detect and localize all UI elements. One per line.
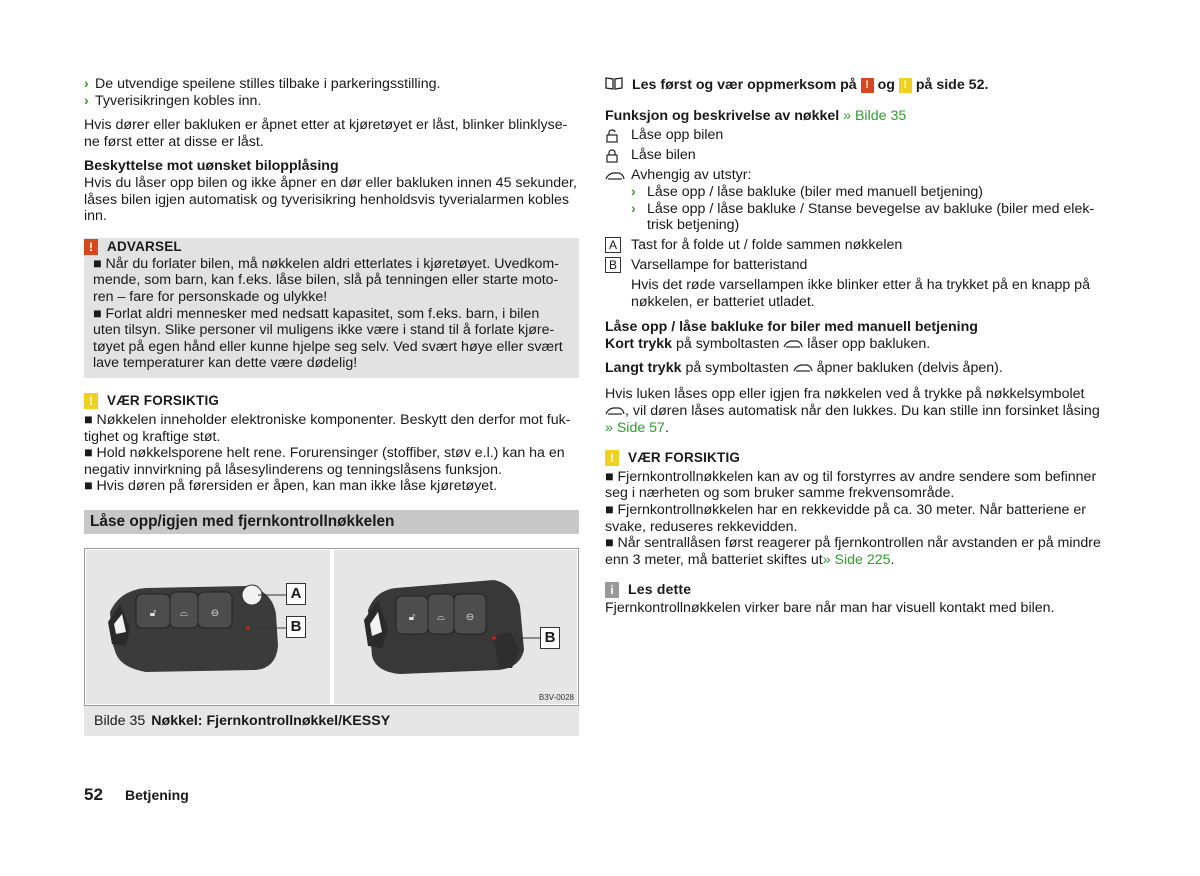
- caution-title: VÆR FORSIKTIG: [107, 393, 220, 409]
- key-image-panel-kessy: [334, 550, 577, 704]
- svg-text:🔓︎: 🔓︎: [408, 611, 416, 623]
- page-link[interactable]: » Side 225: [822, 551, 891, 568]
- list-item: › Tyverisikringen kobles inn.: [84, 92, 262, 109]
- caution-item: ■ Når sentrallåsen først reagerer på fjernkontrollen når avstanden er på mindre enn 3 meter, må batteriet skiftes ut» Side 225.: [605, 535, 1101, 568]
- key-image-panel: [86, 550, 330, 704]
- warning-item: ■ Når du forlater bilen, må nøkkelen aldri etterlates i kjøretøyet. Uvedkom-mende, som barn, kan f.eks. låse bilen, slå på tenningen eller starte moto-ren – fare for personskade og ulykke!: [93, 255, 559, 305]
- info-text: Fjernkontrollnøkkelen virker bare når man har visuell kontakt med bilen.: [605, 600, 1055, 617]
- sub-list: [605, 184, 1102, 234]
- read-first-note: Les først og vær oppmerksom på ! og ! på side 52.: [605, 76, 1102, 95]
- short-press-text: Kort trykk på symboltasten låser opp bakluken.: [605, 335, 931, 352]
- caution-box: [605, 450, 1102, 569]
- long-press-text: Langt trykk på symboltasten åpner bakluken (delvis åpen).: [605, 360, 1003, 377]
- caution-item: ■ Nøkkelen inneholder elektroniske komponenter. Beskytt den derfor mot fuk-tighet og kraftige støt.: [84, 411, 571, 445]
- caution-icon: !: [84, 393, 98, 409]
- label-box-a: A: [605, 237, 621, 253]
- paragraph: Hvis luken låses opp eller igjen fra nøkkelen ved å trykke på nøkkelsymbolet , vil døren låses automatisk når den lukkes. Du kan stille inn forsinket låsing » Side 57.: [605, 385, 1100, 437]
- figure-link[interactable]: » Bilde 35: [843, 107, 907, 124]
- sub-list-item: › Låse opp / låse bakluke (biler med manuell betjening): [631, 184, 983, 201]
- item-b-description: Hvis det røde varsellampen ikke blinker etter å ha trykket på en knapp på nøkkelen, er batteriet utladet.: [631, 276, 1090, 310]
- label-b: B: [286, 616, 306, 638]
- caption-text: Nøkkel: Fjernkontrollnøkkel/KESSY: [151, 712, 391, 729]
- warning-icon: !: [84, 239, 98, 255]
- warning-item: ■ Forlat aldri mennesker med nedsatt kapasitet, som f.eks. barn, i bilen uten tilsyn. Slike personer vil muligens ikke være i stand til å forlate kjøre-tøyet på egen hånd eller kunne hjelpe seg selv. Ved svært høye eller svært lave temperaturer kan dette være dødelig!: [93, 305, 563, 372]
- caution-ref-icon: !: [899, 78, 912, 93]
- caution-item: ■ Fjernkontrollnøkkelen har en rekkevidde på ca. 30 meter. Når batteriene er svake, reduseres rekkevidden.: [605, 501, 1086, 535]
- car-trunk-icon: [605, 404, 625, 421]
- caution-item: ■ Hvis døren på førersiden er åpen, kan man ikke låse kjøretøyet.: [84, 478, 498, 495]
- svg-text:⊖: ⊖: [465, 611, 475, 623]
- function-heading: Funksjon og beskrivelse av nøkkel » Bilde 35: [605, 107, 907, 124]
- caution-item: ■ Hold nøkkelsporene helt rene. Forurensinger (stoffiber, støv e.l.) kan ha en negativ innvirkning på låsesylinderens og tenningslåsens funksjon.: [84, 445, 565, 478]
- list-item-b: B Varsellampe for batteristand: [605, 257, 1102, 274]
- info-icon: i: [605, 582, 619, 598]
- page-number: 52: [84, 785, 103, 804]
- page-footer: [84, 787, 189, 804]
- list-item: Avhengig av utstyr:: [605, 167, 1102, 184]
- page-link[interactable]: » Side 57: [605, 420, 665, 437]
- caution-icon: !: [605, 450, 619, 466]
- label-a: A: [286, 583, 306, 605]
- left-column: [84, 76, 579, 736]
- list-item: Låse bilen: [605, 147, 1102, 164]
- right-column: [605, 76, 1102, 617]
- warning-box: [84, 238, 579, 378]
- warning-title: ADVARSEL: [107, 238, 182, 254]
- info-title: Les dette: [628, 581, 692, 598]
- arrow-icon: ›: [631, 200, 636, 217]
- arrow-icon: ›: [84, 76, 89, 92]
- lock-icon: [605, 147, 631, 164]
- caution-title: VÆR FORSIKTIG: [628, 449, 741, 465]
- caution-item: ■ Fjernkontrollnøkkelen kan av og til forstyrres av andre sendere som befinner seg i nærheten og som bruker samme frekvensområde.: [605, 468, 1097, 502]
- label-box-b: B: [605, 257, 621, 273]
- section-title: Låse opp/igjen med fjernkontrollnøkkelen: [84, 510, 579, 534]
- arrow-icon: ›: [631, 184, 636, 201]
- chapter-title: Betjening: [125, 787, 189, 803]
- list-item: Låse opp bilen: [605, 127, 1102, 144]
- subheading: Beskyttelse mot uønsket bilopplåsing: [84, 158, 339, 175]
- car-trunk-icon: [783, 337, 803, 354]
- label-b-kessy: B: [540, 627, 560, 649]
- figure-caption: [84, 706, 579, 736]
- caution-box: [84, 393, 579, 495]
- svg-text:🔓︎: 🔓︎: [149, 607, 157, 619]
- unlock-icon: [605, 127, 631, 144]
- car-trunk-icon: [793, 361, 813, 378]
- key-figure: [84, 548, 579, 706]
- paragraph: Hvis du låser opp bilen og ikke åpner en dør eller bakluken innen 45 sekunder, låses bilen igjen automatisk og tyverisikring henholdsvis tyverialarmen kobles inn.: [84, 174, 577, 225]
- svg-text:⊖: ⊖: [210, 607, 220, 619]
- list-item-a: A Tast for å folde ut / folde sammen nøkkelen: [605, 237, 1102, 254]
- caption-number: Bilde 35: [94, 712, 146, 729]
- arrow-icon: ›: [84, 92, 89, 109]
- svg-text:⌓: ⌓: [437, 611, 445, 623]
- book-icon: [605, 76, 632, 95]
- list-item: › De utvendige speilene stilles tilbake i parkeringsstilling.: [84, 76, 441, 92]
- subheading: Låse opp / låse bakluke for biler med manuell betjening: [605, 319, 978, 336]
- info-box: [605, 581, 1102, 617]
- paragraph: Hvis dører eller bakluken er åpnet etter at kjøretøyet er låst, blinker blinklyse-ne først etter at disse er låst.: [84, 117, 568, 150]
- figure-code: B3V-0028: [538, 692, 574, 702]
- car-trunk-icon: [605, 167, 631, 184]
- warning-ref-icon: !: [861, 78, 874, 93]
- svg-text:⌓: ⌓: [180, 607, 188, 619]
- sub-list-item: › Låse opp / låse bakluke / Stanse bevegelse av bakluke (biler med elek-trisk betjening): [631, 200, 1095, 234]
